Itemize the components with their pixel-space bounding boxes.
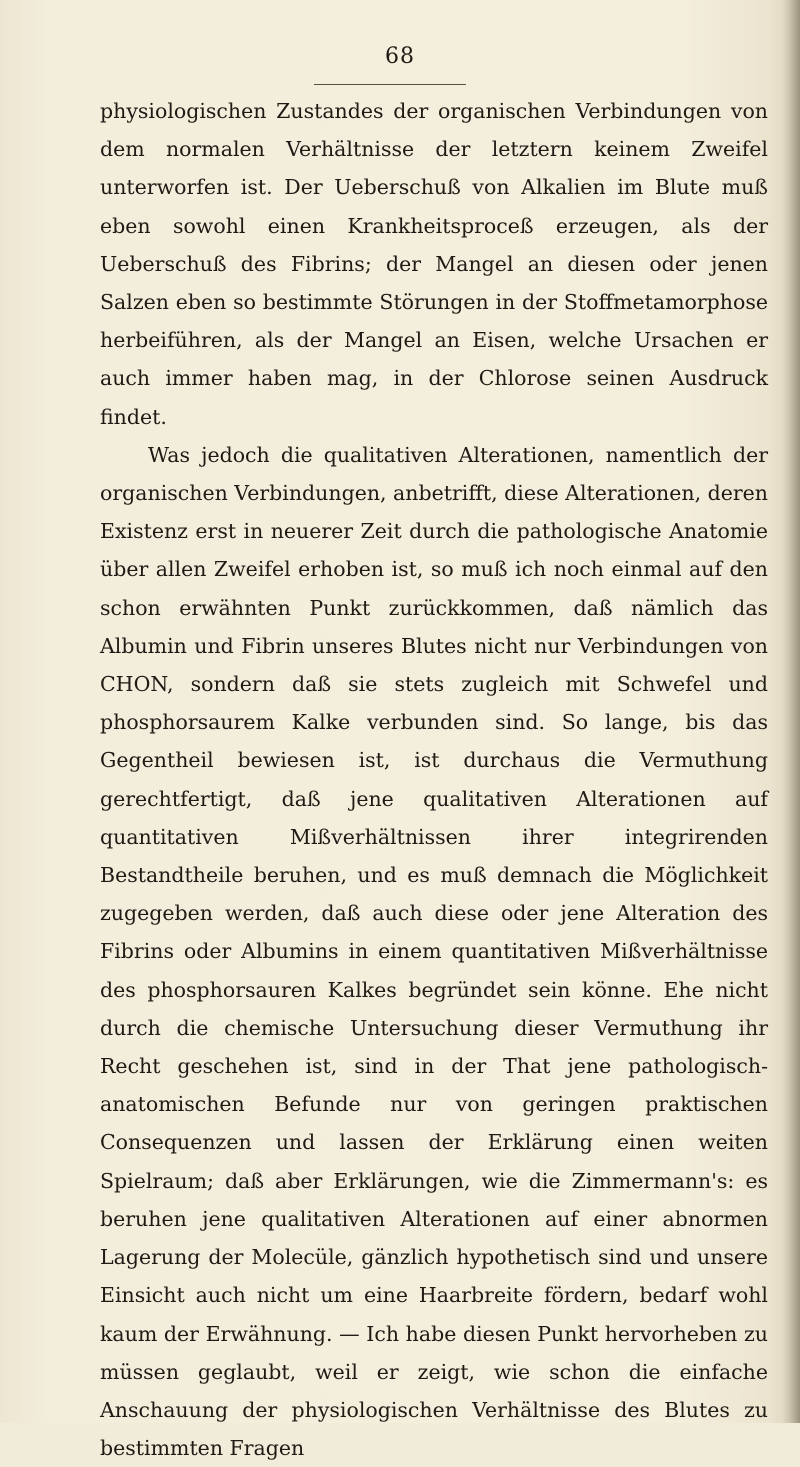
paragraph-1: physiologischen Zustandes der organischen Verbindungen von dem normalen Verhältnisse der letztern keinem Zweifel unterworfen ist. Der Ueberschuß von Alkalien im Blute muß eben sowohl einen Krankheitsproceß erzeugen, als der Ueberschuß des Fibrins; der Mangel an diesen oder jenen Salzen eben so bestimmte Störungen in der Stoffmetamorphose herbeiführen, als der Mangel an Eisen, welche Ursachen er auch immer haben mag, in der Chlorose seinen Ausdruck findet. (100, 99, 768, 429)
body-text (100, 92, 768, 1467)
page-edge-shadow (782, 0, 800, 1423)
page-number: 68 (385, 44, 415, 69)
paragraph-2: Was jedoch die qualitativen Alterationen, namentlich der organischen Verbindungen, anbetrifft, diese Alterationen, deren Existenz erst in neuerer Zeit durch die pathologische Anatomie über allen Zweifel erhoben ist, so muß ich noch einmal auf den schon erwähnten Punkt zurückkommen, daß nämlich das Albumin und Fibrin unseres Blutes nicht nur Verbindungen von CHON, sondern daß sie stets zugleich mit Schwefel und phosphorsaurem Kalke verbunden sind. So lange, bis das Gegentheil bewiesen ist, ist durchaus die Vermuthung gerechtfertigt, daß jene qualitativen Alterationen auf quantitativen Mißverhältnissen ihrer integrirenden Bestandtheile beruhen, und es muß demnach die Möglichkeit zugegeben werden, daß auch diese oder jene Alteration des Fibrins oder Albumins in einem quantitativen Mißverhältnisse des phosphorsauren Kalkes begründet sein könne. Ehe nicht durch die chemische Untersuchung dieser Vermuthung ihr Recht geschehen ist, sind in der That jene pathologisch-anatomischen Befunde nur von geringen praktischen Consequenzen und lassen der Erklärung einen weiten Spielraum; daß aber Erklärungen, wie die Zimmermann's: es beruhen jene qualitativen Alterationen auf einer abnormen Lagerung der Molecüle, gänzlich hypothetisch sind und unsere Einsicht auch nicht um eine Haarbreite fördern, bedarf wohl kaum der Erwähnung. — Ich habe diesen Punkt hervorheben zu müssen geglaubt, weil er zeigt, wie schon die einfache Anschauung der physiologischen Verhältnisse des Blutes zu bestimmten Fragen (100, 442, 768, 1461)
header-rule (314, 84, 466, 85)
